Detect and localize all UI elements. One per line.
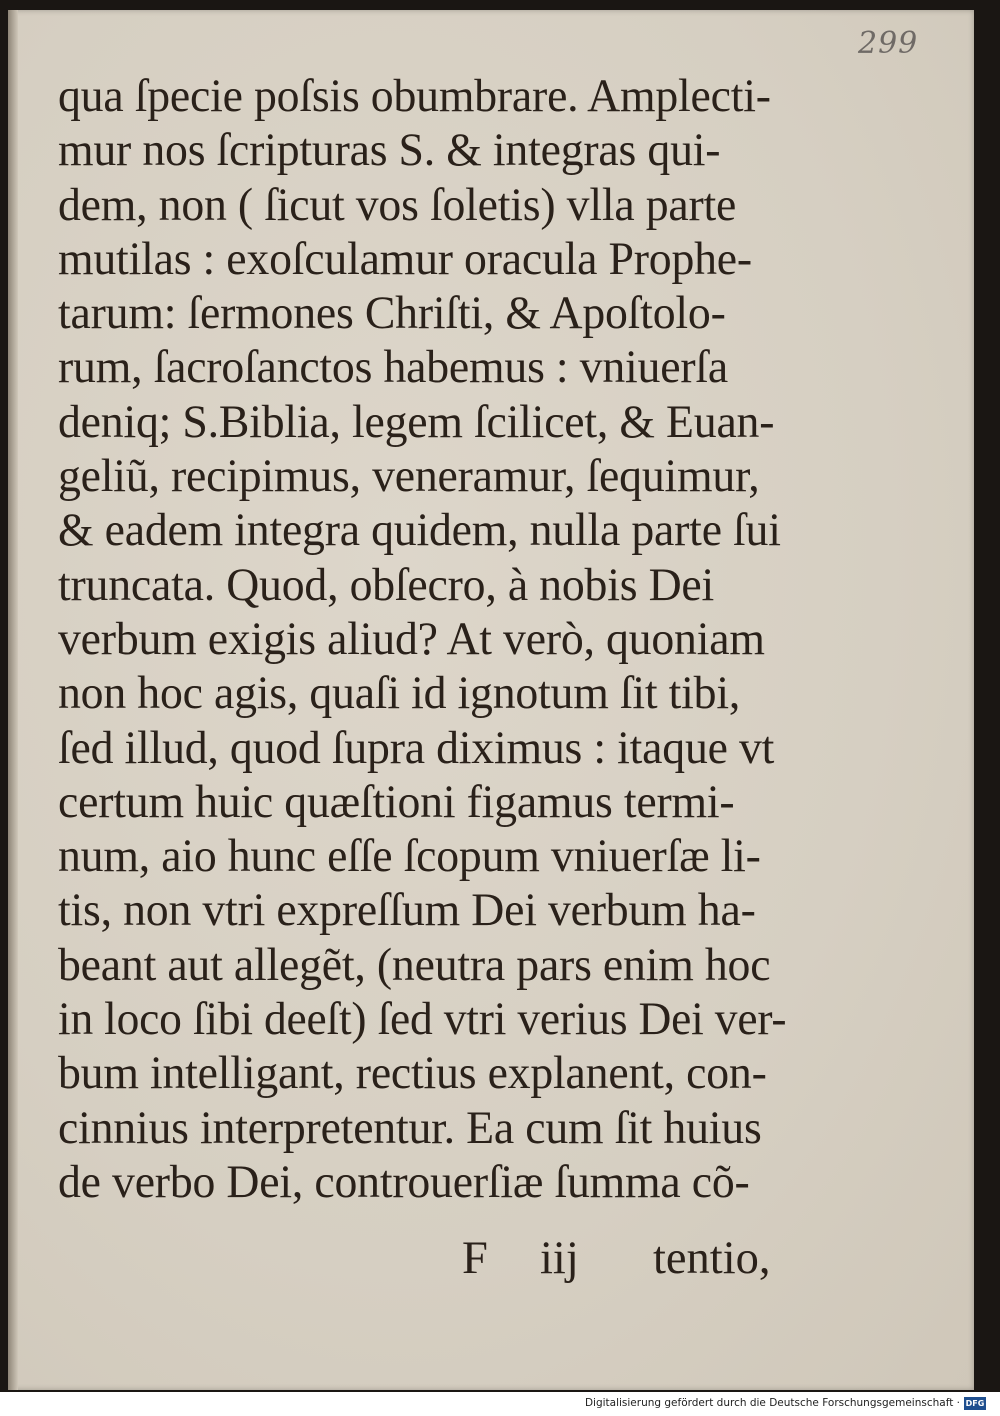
text-line: rum, ſacroſanctos habemus : vniuerſa	[58, 342, 729, 394]
sheet-number: iij	[540, 1233, 579, 1284]
text-line: beant aut allegẽt, (neutra pars enim hoc	[58, 939, 771, 991]
text-line: verbum exigis aliud? At verò, quoniam	[58, 613, 765, 665]
text-line: tis, non vtri expreſſum Dei verbum ha-	[58, 885, 756, 937]
text-line: dem, non ( ſicut vos ſoletis) vlla parte	[58, 179, 737, 231]
text-line: deniq; S.Biblia, legem ſcilicet, & Euan-	[58, 396, 775, 448]
text-line: ſed illud, quod ſupra diximus : itaque vt	[58, 722, 775, 774]
signature-line	[0, 1232, 1000, 1292]
text-line: geliũ, recipimus, veneramur, ſequimur,	[58, 451, 760, 503]
footer-bar	[0, 1392, 1000, 1416]
text-line: cinnius interpretentur. Ea cum ſit huius	[58, 1102, 762, 1154]
text-line: truncata. Quod, obſecro, à nobis Dei	[58, 559, 715, 611]
text-line: bum intelligant, rectius explanent, con-	[58, 1048, 767, 1100]
catchword: tentio,	[653, 1233, 771, 1284]
text-line: num, aio hunc eſſe ſcopum vniuerſæ li-	[58, 831, 761, 883]
text-line: qua ſpecie poſsis obumbrare. Amplecti-	[58, 71, 771, 122]
text-line: tarum: ſermones Chriſti, & Apoſtolo-	[58, 288, 726, 340]
signature-mark: F	[462, 1233, 488, 1284]
folio-number: 299	[858, 26, 919, 61]
text-line: certum huic quæſtioni figamus termi-	[58, 776, 735, 828]
funding-credit: Digitalisierung gefördert durch die Deutsche Forschungsgemeinschaft ·	[584, 1397, 960, 1409]
text-line: mur nos ſcripturas S. & integras qui-	[58, 125, 721, 177]
text-line: in loco ſibi deeſt) ſed vtri verius Dei ver-	[58, 994, 787, 1046]
body-text	[58, 70, 798, 1210]
text-line: & eadem integra quidem, nulla parte ſui	[58, 505, 781, 557]
text-line: de verbo Dei, controuerſiæ ſumma cõ-	[58, 1156, 750, 1208]
page-gutter	[8, 10, 18, 1390]
text-line: non hoc agis, quaſi id ignotum ſit tibi,	[58, 668, 741, 720]
text-line: mutilas : exoſculamur oracula Prophe-	[58, 233, 752, 285]
dfg-logo-icon: DFG	[965, 1399, 985, 1408]
